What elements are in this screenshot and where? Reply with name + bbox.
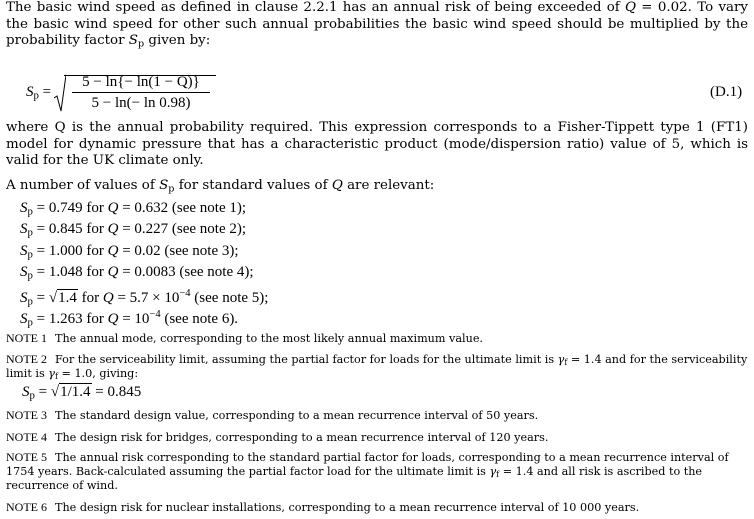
list-intro: A number of values of $S_p$ for standard values of Q are relevant: <box>6 178 435 195</box>
note-2-equation: $S_p = √1/1.4 = 0.845$ <box>22 384 142 402</box>
equation-numerator: 5 − ln{− ln(1 − Q)} <box>82 74 200 90</box>
note-3-text: The standard design value, corresponding to a mean recurrence interval of 50 years. <box>55 409 539 422</box>
equation-denominator: 5 − ln(− ln 0.98) <box>91 95 191 111</box>
note-5 <box>6 450 750 493</box>
explanation-paragraph <box>6 120 748 170</box>
note-4-text: The design risk for bridges, corresponding to a mean recurrence interval of 120 years. <box>55 431 549 444</box>
note-2-text: For the serviceability limit, assuming the partial factor for loads for the ultimate limit is $\gamma_f = 1.4$ and for the serviceability limit is $\gamma_f = 1.0$, giving: <box>6 353 748 382</box>
note-4-label: NOTE 4 <box>6 430 47 444</box>
note-1-text: The annual mode, corresponding to the most likely annual maximum value. <box>55 332 483 345</box>
intro-text-part1: The basic wind speed as defined in clause 2.2.1 has an annual risk of being exceeded of Q = 0.02. To vary the basic wind speed for other such annual probabilities the basic wind speed should be multiplied by the probability factor $S_p$ given by: <box>6 0 748 50</box>
value-item-1: $S_p = 0.749$ for Q = 0.632 (see note 1); <box>20 200 247 218</box>
note-6 <box>6 500 750 515</box>
note-4 <box>6 430 750 445</box>
note-3-label: NOTE 3 <box>6 408 47 422</box>
note-2-label: NOTE 2 <box>6 352 47 366</box>
explanation-text: where Q is the annual probability required. This expression corresponds to a Fisher-Tippett type 1 (FT1) model for dynamic pressure that has a characteristic product (mode/dispersion ratio) value of 5, which is valid for the UK climate only. <box>6 120 748 168</box>
note-1-label: NOTE 1 <box>6 331 47 345</box>
note-6-text: The design risk for nuclear installations, corresponding to a mean recurrence interval of 10 000 years. <box>55 501 640 514</box>
value-item-5: $S_p = √1.4$ for $Q = 5.7 \times 10^{-4}$ (see note 5); <box>20 288 269 308</box>
value-item-4: $S_p = 1.048$ for Q = 0.0083 (see note 4); <box>20 264 254 282</box>
square-root-icon <box>54 74 66 112</box>
equation-label: (D.1) <box>710 84 743 100</box>
value-item-6: $S_p = 1.263$ for $Q = 10^{-4}$ (see note 6). <box>20 309 239 329</box>
note-2 <box>6 352 750 381</box>
note-5-text: The annual risk corresponding to the standard partial factor for loads, corresponding to a mean recurrence interval of 1754 years. Back-calculated assuming the partial factor load for the ultimate limit is $\gamma_f = 1.4$ and all risk is ascribed to the recurrence of wind. <box>6 451 729 492</box>
value-item-2: $S_p = 0.845$ for Q = 0.227 (see note 2); <box>20 221 247 239</box>
note-6-label: NOTE 6 <box>6 500 47 514</box>
note-3 <box>6 408 750 423</box>
equation-lhs: $S_p$ = <box>26 84 52 102</box>
note-5-label: NOTE 5 <box>6 450 47 464</box>
note-1 <box>6 331 750 346</box>
value-item-3: $S_p = 1.000$ for Q = 0.02 (see note 3); <box>20 243 239 261</box>
intro-paragraph <box>6 0 748 50</box>
